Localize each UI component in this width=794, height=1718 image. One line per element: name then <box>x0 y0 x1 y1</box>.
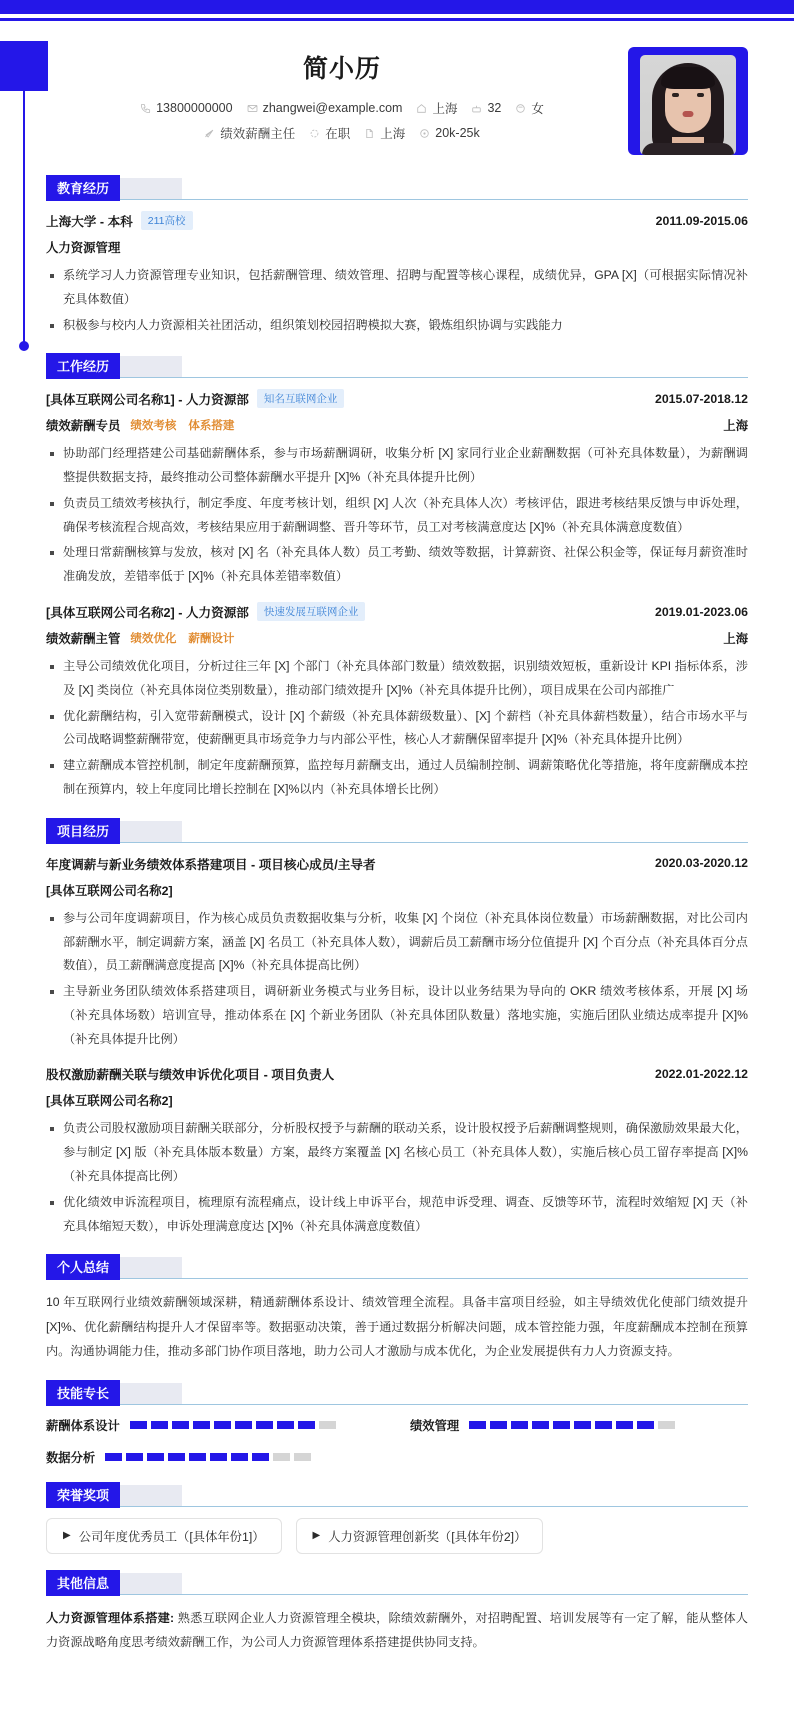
skill-segment <box>126 1453 143 1461</box>
work-role-tag: 体系搭建 <box>188 420 235 433</box>
education-entry-header <box>46 211 748 230</box>
top-accent-bar <box>0 0 794 14</box>
project-name: 股权激励薪酬关联与绩效申诉优化项目 - 项目负责人 <box>46 1068 335 1083</box>
skill-segment <box>595 1421 612 1429</box>
section-other <box>46 1570 748 1655</box>
honor-text: 人力资源管理创新奖（[具体年份2]） <box>328 1529 527 1544</box>
work-role-row <box>46 416 748 434</box>
skill-level-bar <box>105 1453 311 1461</box>
work-date: 2015.07-2018.12 <box>655 391 748 406</box>
work-company: [具体互联网公司名称1] - 人力资源部 <box>46 393 249 408</box>
work-role-tag: 薪酬设计 <box>188 633 235 646</box>
list-item: 主导新业务团队绩效体系搭建项目，调研新业务模式与业务目标，设计以业务结果为导向的 OKR 绩效考核体系，开展 [X] 场（补充具体场数）培训宣导，推动体系在 [X] 个新业务团队（补充具体团队数量）落地实施，实施后团队业绩达成率提升 [X]%（补充具体提升比例） <box>46 980 748 1051</box>
section-education <box>46 175 748 337</box>
project-company: [具体互联网公司名称2] <box>46 883 173 898</box>
work-date: 2019.01-2023.06 <box>655 604 748 619</box>
other-info-label: 人力资源管理体系搭建: <box>46 1610 175 1625</box>
bottom-spacer <box>46 1654 748 1668</box>
skills-grid <box>46 1416 748 1466</box>
list-item: 优化薪酬结构，引入宽带薪酬模式，设计 [X] 个薪级（补充具体薪级数量）、[X] 个薪档（补充具体薪档数量），结合市场水平与公司战略调整薪酬带宽，使薪酬更具市场竞争力与内部公平性，核心人才薪酬保留率提升 [X]%（补充具体提升比例） <box>46 705 748 753</box>
work-entry <box>46 389 748 589</box>
skill-segment <box>658 1421 675 1429</box>
home-icon <box>416 103 427 114</box>
education-school: 上海大学 - 本科 <box>46 215 133 229</box>
skill-segment <box>490 1421 507 1429</box>
skill-segment <box>574 1421 591 1429</box>
section-rule <box>46 1594 748 1595</box>
section-skills <box>46 1380 748 1466</box>
skill-item <box>410 1416 748 1434</box>
contact-gender <box>515 99 544 117</box>
contact-target-position-text: 绩效薪酬主任 <box>220 127 296 141</box>
skill-segment <box>637 1421 654 1429</box>
education-entry <box>46 211 748 337</box>
section-summary <box>46 1254 748 1363</box>
skill-segment <box>273 1453 290 1461</box>
work-location: 上海 <box>723 632 748 647</box>
education-entry-left <box>46 211 193 230</box>
mail-icon <box>247 103 258 114</box>
education-bullets <box>46 264 748 337</box>
project-date: 2020.03-2020.12 <box>655 856 748 871</box>
summary-text: 10 年互联网行业绩效薪酬领域深耕，精通薪酬体系设计、绩效管理全流程。具备丰富项目经验，如主导绩效优化使部门绩效提升 [X]%、优化薪酬结构提升人才保留率等。数据驱动决策，善于通过数据分析解决问题，成本管控能力强，年度薪酬成本控制在预算内。沟通协调能力佳，推动多部门协作项目落地，助力公司人才激励与成本优化，为企业发展提供有力人力资源支持。 <box>46 1295 748 1359</box>
list-item: 参与公司年度调薪项目，作为核心成员负责数据收集与分析，收集 [X] 个岗位（补充具体岗位数量）市场薪酬数据，对比公司内部薪酬水平，制定调薪方案，涵盖 [X] 名员工（补充具体人数），调薪后员工薪酬市场分位值提升 [X] 个百分点（补充具体百分点数值），员工薪酬满意度提高 [X]%（补充具体提高比例） <box>46 907 748 978</box>
section-header-other <box>46 1570 748 1594</box>
skill-segment <box>210 1453 227 1461</box>
project-entry-header <box>46 1064 748 1083</box>
contact-job-status <box>309 124 350 142</box>
work-entry-header <box>46 389 748 408</box>
section-header-work <box>46 353 748 377</box>
work-entry-header <box>46 602 748 621</box>
section-rule <box>46 1506 748 1507</box>
skill-segment <box>189 1453 206 1461</box>
section-header-project <box>46 818 748 842</box>
triangle-right-icon: ▶ <box>312 1530 321 1542</box>
skill-name: 绩效管理 <box>410 1418 460 1433</box>
skill-segment <box>235 1421 252 1429</box>
contact-age-text: 32 <box>487 101 502 115</box>
section-title-honors: 荣誉奖项 <box>46 1482 120 1508</box>
project-entry-header <box>46 854 748 873</box>
contact-hometown-text: 上海 <box>432 102 458 116</box>
work-role-row <box>46 629 748 647</box>
contact-phone <box>140 101 232 115</box>
list-item: 负责公司股权激励项目薪酬关联部分，分析股权授予与薪酬的联动关系，设计股权授予后薪酬调整规则，确保激励效果最大化，参与制定 [X] 版（补充具体版本数量）方案，最终方案覆盖 [X] 名核心员工（补充具体人数），实施后核心员工留存率提高 [X]%（补充具体提高比例） <box>46 1117 748 1188</box>
skill-segment <box>151 1421 168 1429</box>
skill-level-bar <box>130 1421 336 1429</box>
list-item: 处理日常薪酬核算与发放，核对 [X] 名（补充具体人数）员工考勤、绩效等数据，计算薪资、社保公积金等，保证每月薪资准时准确发放，差错率低于 [X]%（补充具体差错率数值） <box>46 541 748 589</box>
section-header-summary <box>46 1254 748 1278</box>
work-company-tag: 知名互联网企业 <box>257 389 345 408</box>
work-entry-left <box>46 602 365 621</box>
contact-work-city-text: 上海 <box>380 127 406 141</box>
contact-salary <box>419 126 479 140</box>
page-title: 简小历 <box>302 55 381 83</box>
contact-hometown <box>416 99 457 117</box>
honors-list <box>46 1518 748 1554</box>
section-title-other: 其他信息 <box>46 1570 120 1596</box>
avatar-shoulders <box>642 143 734 155</box>
rocket-icon <box>204 128 215 139</box>
section-rule <box>46 199 748 200</box>
section-title-work: 工作经历 <box>46 353 120 379</box>
section-title-skills: 技能专长 <box>46 1380 120 1406</box>
work-role: 绩效薪酬专员 <box>46 419 121 434</box>
skill-segment <box>511 1421 528 1429</box>
work-role-left <box>46 629 236 647</box>
section-title-project: 项目经历 <box>46 818 120 844</box>
contact-salary-text: 20k-25k <box>435 126 480 140</box>
skill-segment <box>469 1421 486 1429</box>
contact-job-status-text: 在职 <box>325 127 351 141</box>
avatar <box>628 47 748 155</box>
skill-segment <box>130 1421 147 1429</box>
honor-chip[interactable] <box>46 1518 282 1554</box>
skill-item <box>46 1448 384 1466</box>
project-name: 年度调薪与新业务绩效体系搭建项目 - 项目核心成员/主导者 <box>46 857 376 872</box>
work-role: 绩效薪酬主管 <box>46 632 121 647</box>
section-title-summary: 个人总结 <box>46 1254 120 1280</box>
phone-icon <box>140 103 151 114</box>
contact-phone-text: 13800000000 <box>156 101 233 115</box>
contact-email-text: zhangwei@example.com <box>262 101 403 115</box>
list-item: 主导公司绩效优化项目，分析过往三年 [X] 个部门（补充具体部门数量）绩效数据，识别绩效短板，重新设计 KPI 指标体系，涉及 [X] 类岗位（补充具体岗位类别数量），推动部门绩效提升 [X]%（补充具体提升比例），项目成果在公司内部推广 <box>46 655 748 703</box>
project-company: [具体互联网公司名称2] <box>46 1094 173 1109</box>
skill-segment <box>172 1421 189 1429</box>
work-role-tag: 绩效考核 <box>130 420 177 433</box>
section-header-skills <box>46 1380 748 1404</box>
avatar-photo <box>640 55 736 155</box>
work-company-tag: 快速发展互联网企业 <box>257 602 366 621</box>
other-info-row <box>46 1606 748 1655</box>
section-rule <box>46 1278 748 1279</box>
doc-icon <box>364 128 375 139</box>
skill-segment <box>294 1453 311 1461</box>
skill-segment <box>105 1453 122 1461</box>
work-bullets <box>46 655 748 802</box>
resume-page <box>0 21 794 1668</box>
list-item: 负责员工绩效考核执行，制定季度、年度考核计划，组织 [X] 人次（补充具体人次）考核评估，跟进考核结果反馈与申诉处理，确保考核流程合规高效，考核结果应用于薪酬调整、晋升等环节，员工对考核满意度达 [X]%（补充具体满意度数值） <box>46 492 748 540</box>
resume-header <box>46 21 748 159</box>
skill-segment <box>553 1421 570 1429</box>
avatar-fringe <box>661 67 715 89</box>
work-entry <box>46 602 748 802</box>
honor-chip[interactable] <box>296 1518 544 1554</box>
section-header-honors <box>46 1482 748 1506</box>
skill-segment <box>231 1453 248 1461</box>
skill-segment <box>214 1421 231 1429</box>
section-work <box>46 353 748 801</box>
list-item: 系统学习人力资源管理专业知识，包括薪酬管理、绩效管理、招聘与配置等核心课程，成绩优异，GPA [X]（可根据实际情况补充具体数值） <box>46 264 748 312</box>
salary-icon <box>419 128 430 139</box>
list-item: 优化绩效申诉流程项目，梳理原有流程痛点，设计线上申诉平台，规范申诉受理、调查、反馈等环节，流程时效缩短 [X] 天（补充具体缩短天数），申诉处理满意度达 [X]%（补充具体满意度数值） <box>46 1191 748 1239</box>
contact-gender-text: 女 <box>531 102 544 116</box>
skill-segment <box>298 1421 315 1429</box>
contact-email <box>247 101 403 115</box>
triangle-right-icon: ▶ <box>63 1530 71 1542</box>
contact-age <box>471 101 501 115</box>
work-role-tag: 绩效优化 <box>130 633 177 646</box>
work-location: 上海 <box>723 419 748 434</box>
work-entry-left <box>46 389 344 408</box>
skill-segment <box>532 1421 549 1429</box>
skill-name: 数据分析 <box>46 1450 96 1465</box>
contact-work-city <box>364 124 405 142</box>
project-bullets <box>46 1117 748 1238</box>
work-bullets <box>46 442 748 589</box>
work-role-left <box>46 416 236 434</box>
section-header-education <box>46 175 748 199</box>
gender-icon <box>515 103 526 114</box>
honor-text: 公司年度优秀员工（[具体年份1]） <box>78 1529 265 1544</box>
project-bullets <box>46 907 748 1052</box>
list-item: 建立薪酬成本管控机制，制定年度薪酬预算，监控每月薪酬支出，通过人员编制控制、调薪策略优化等措施，将年度薪酬成本控制在预算内，较上年度同比增长控制在 [X]%以内（补充具体增长比例） <box>46 754 748 802</box>
skill-segment <box>256 1421 273 1429</box>
skill-segment <box>616 1421 633 1429</box>
skill-name: 薪酬体系设计 <box>46 1418 120 1433</box>
education-date: 2011.09-2015.06 <box>655 213 748 228</box>
skill-segment <box>277 1421 294 1429</box>
skill-segment <box>252 1453 269 1461</box>
contact-target-position <box>204 124 295 142</box>
avatar-eye-right <box>697 93 704 97</box>
project-entry <box>46 1064 748 1238</box>
section-rule <box>46 842 748 843</box>
project-entry <box>46 854 748 1052</box>
skill-item <box>46 1416 384 1434</box>
skill-level-bar <box>469 1421 675 1429</box>
section-rule <box>46 377 748 378</box>
section-project <box>46 818 748 1239</box>
education-tag: 211高校 <box>141 211 193 230</box>
status-icon <box>309 128 320 139</box>
other-info-text: 熟悉互联网企业人力资源管理全模块，除绩效薪酬外，对招聘配置、培训发展等有一定了解，能从整体人力资源战略角度思考绩效薪酬工作，为公司人力资源管理体系搭建提供协同支持。 <box>46 1610 748 1649</box>
section-rule <box>46 1404 748 1405</box>
avatar-eye-left <box>672 93 679 97</box>
skill-segment <box>168 1453 185 1461</box>
work-company: [具体互联网公司名称2] - 人力资源部 <box>46 606 249 621</box>
education-major: 人力资源管理 <box>46 241 121 255</box>
list-item: 积极参与校内人力资源相关社团活动，组织策划校园招聘模拟大赛，锻炼组织协调与实践能力 <box>46 314 748 338</box>
avatar-mouth <box>683 111 694 117</box>
skill-segment <box>319 1421 336 1429</box>
skill-segment <box>193 1421 210 1429</box>
section-title-education: 教育经历 <box>46 175 120 201</box>
section-honors <box>46 1482 748 1554</box>
project-date: 2022.01-2022.12 <box>655 1066 748 1081</box>
list-item: 协助部门经理搭建公司基础薪酬体系，参与市场薪酬调研，收集分析 [X] 家同行业企业薪酬数据（可补充具体数量），为薪酬调整提供数据支持，最终推动公司整体薪酬水平提升 [X]%（补充具体提升比例） <box>46 442 748 490</box>
skill-segment <box>147 1453 164 1461</box>
cake-icon <box>471 103 482 114</box>
